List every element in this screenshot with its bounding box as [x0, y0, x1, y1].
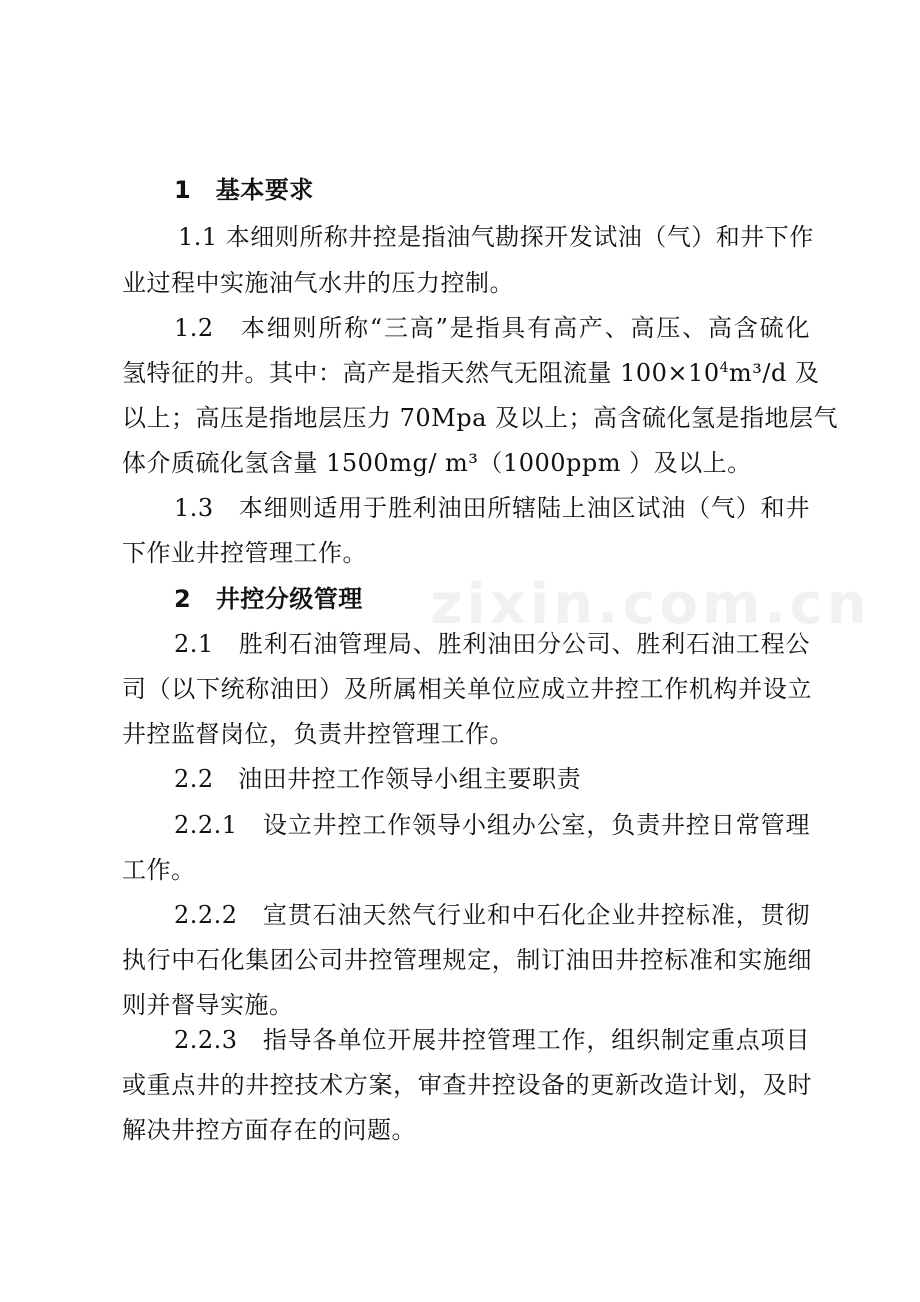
- paragraph-1-2-line-3: 以上；高压是指地层压力 70Mpa 及以上；高含硫化氢是指地层气: [122, 404, 839, 432]
- paragraph-2-2-3-line-1: 2.2.3 指导各单位开展井控管理工作，组织制定重点项目: [174, 1026, 810, 1054]
- paragraph-1-2-line-4: 体介质硫化氢含量 1500mg/ m³（1000ppm ）及以上。: [122, 449, 752, 477]
- paragraph-2-2-2-line-3: 则并督导实施。: [122, 991, 294, 1019]
- superscript-exponent: 4: [719, 360, 730, 376]
- paragraph-1-2-line-2: [122, 358, 820, 388]
- paragraph-2-2-1-line-1: 2.2.1 设立井控工作领导小组办公室，负责井控日常管理: [174, 811, 810, 839]
- paragraph-1-1-line-1: 1.1 本细则所称井控是指油气勘探开发试油（气）和井下作: [178, 223, 814, 251]
- section-heading-1: 1 基本要求: [174, 176, 314, 204]
- watermark: zixin.com.cn: [430, 572, 871, 637]
- paragraph-2-2-1-line-2: 工作。: [122, 856, 196, 884]
- paragraph-2-2-3-line-3: 解决井控方面存在的问题。: [122, 1116, 416, 1144]
- paragraph-2-2-2-line-2: 执行中石化集团公司井控管理规定，制订油田井控标准和实施细: [122, 946, 812, 974]
- paragraph-2-2-line-1: 2.2 油田井控工作领导小组主要职责: [174, 765, 582, 793]
- paragraph-1-2-line-1: 1.2 本细则所称“三高”是指具有高产、高压、高含硫化: [174, 314, 810, 342]
- paragraph-1-2-line-2-text: 氢特征的井。其中：高产是指天然气无阻流量 100×10: [122, 359, 720, 387]
- paragraph-2-2-3-line-2: 或重点井的井控技术方案，审查井控设备的更新改造计划，及时: [122, 1071, 812, 1099]
- paragraph-1-2-line-2-unit: m³/d 及: [729, 359, 820, 387]
- paragraph-2-2-2-line-1: 2.2.2 宣贯石油天然气行业和中石化企业井控标准，贯彻: [174, 901, 810, 929]
- paragraph-1-1-line-2: 业过程中实施油气水井的压力控制。: [122, 269, 514, 297]
- paragraph-1-3-line-2: 下作业井控管理工作。: [122, 539, 367, 567]
- paragraph-2-1-line-2: 司（以下统称油田）及所属相关单位应成立井控工作机构并设立: [122, 675, 812, 703]
- paragraph-2-1-line-3: 井控监督岗位，负责井控管理工作。: [122, 720, 514, 748]
- section-heading-2: 2 井控分级管理: [174, 585, 363, 613]
- paragraph-1-3-line-1: 1.3 本细则适用于胜利油田所辖陆上油区试油（气）和井: [174, 494, 810, 522]
- paragraph-2-1-line-1: 2.1 胜利石油管理局、胜利油田分公司、胜利石油工程公: [174, 630, 810, 658]
